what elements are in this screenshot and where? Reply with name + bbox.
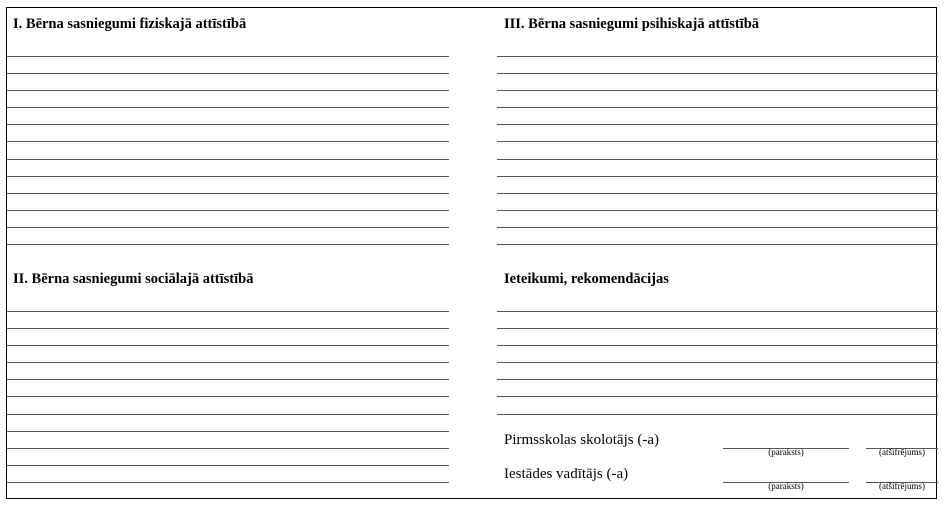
social-section-line[interactable] [7,362,449,363]
decoding-caption-teacher: (atšifrējums) [879,447,925,457]
physical-section-line[interactable] [7,159,449,160]
physical-section-line[interactable] [7,107,449,108]
psychological-section-line[interactable] [497,141,938,142]
psychological-section-line[interactable] [497,56,938,57]
psychological-section-line[interactable] [497,193,938,194]
social-section-line[interactable] [7,328,449,329]
recommendations-section-line[interactable] [497,379,938,380]
psychological-section-line[interactable] [497,176,938,177]
physical-section-line[interactable] [7,124,449,125]
recommendations-section-line[interactable] [497,362,938,363]
psychological-section-line[interactable] [497,107,938,108]
social-section-line[interactable] [7,465,449,466]
psychological-section-line[interactable] [497,227,938,228]
social-section-line[interactable] [7,431,449,432]
physical-section-line[interactable] [7,244,449,245]
section-title-recommendations: Ieteikumi, rekomendācijas [504,271,669,287]
psychological-section-line[interactable] [497,210,938,211]
social-section-line[interactable] [7,345,449,346]
recommendations-section-line[interactable] [497,345,938,346]
form-frame [6,7,937,499]
recommendations-section-line[interactable] [497,396,938,397]
signature-role-director: Iestādes vadītājs (-a) [504,466,629,482]
physical-section-line[interactable] [7,193,449,194]
psychological-section-line[interactable] [497,73,938,74]
physical-section-line[interactable] [7,176,449,177]
section-title-psychological: III. Bērna sasniegumi psihiskajā attīstībā [504,16,760,32]
social-section-line[interactable] [7,379,449,380]
psychological-section-line[interactable] [497,90,938,91]
psychological-section-line[interactable] [497,159,938,160]
decoding-caption-director: (atšifrējums) [879,481,925,491]
recommendations-section-line[interactable] [497,414,938,415]
physical-section-line[interactable] [7,141,449,142]
signature-caption-teacher: (paraksts) [768,447,804,457]
social-section-line[interactable] [7,448,449,449]
physical-section-line[interactable] [7,227,449,228]
psychological-section-line[interactable] [497,244,938,245]
recommendations-section-line[interactable] [497,311,938,312]
social-section-line[interactable] [7,396,449,397]
section-title-social: II. Bērna sasniegumi sociālajā attīstībā [13,271,254,287]
psychological-section-line[interactable] [497,124,938,125]
signature-role-teacher: Pirmsskolas skolotājs (-a) [504,432,659,448]
social-section-line[interactable] [7,414,449,415]
social-section-line[interactable] [7,482,449,483]
recommendations-section-line[interactable] [497,328,938,329]
physical-section-line[interactable] [7,73,449,74]
section-title-physical: I. Bērna sasniegumi fiziskajā attīstībā [13,16,247,32]
physical-section-line[interactable] [7,210,449,211]
physical-section-line[interactable] [7,90,449,91]
physical-section-line[interactable] [7,56,449,57]
social-section-line[interactable] [7,311,449,312]
signature-caption-director: (paraksts) [768,481,804,491]
